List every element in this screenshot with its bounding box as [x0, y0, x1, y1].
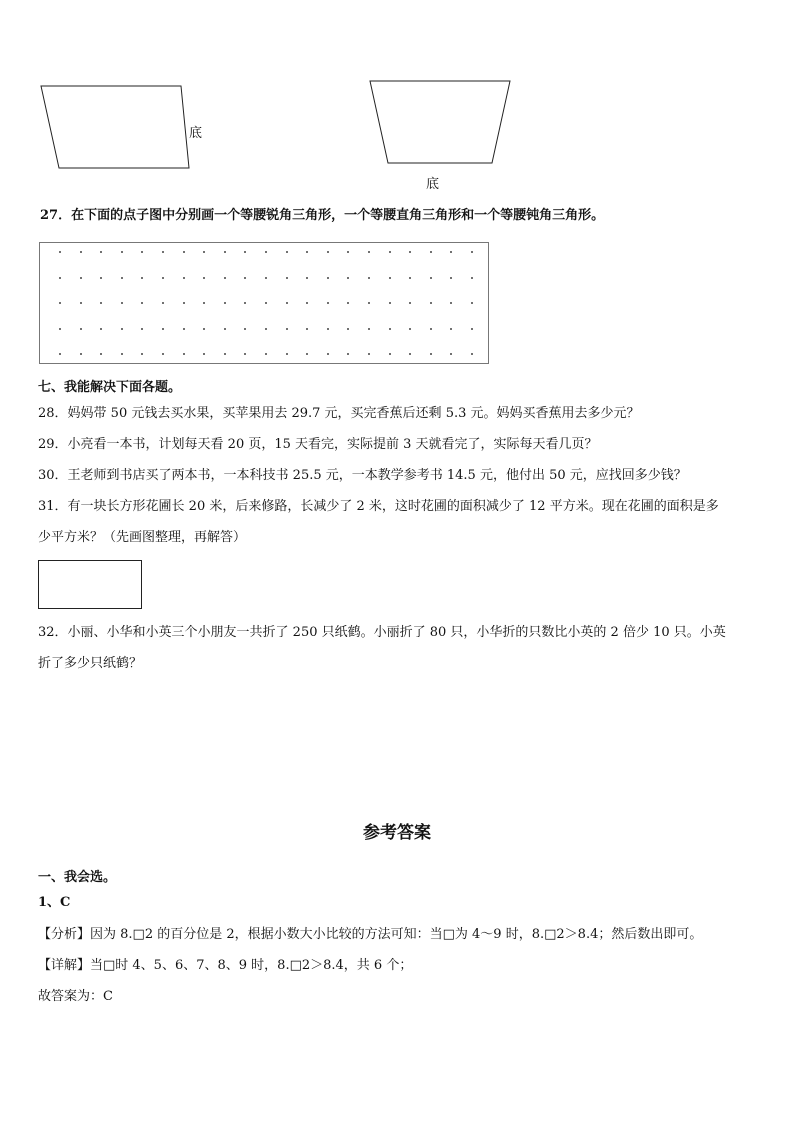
grid-dot [389, 328, 391, 330]
grid-dot [471, 251, 473, 253]
grid-dot [141, 302, 143, 304]
grid-dot [224, 328, 226, 330]
grid-dot [203, 302, 205, 304]
answers-section-1: 一、我会选。 [38, 870, 117, 885]
grid-dot [347, 328, 349, 330]
grid-dot [80, 302, 82, 304]
grid-dot [450, 353, 452, 355]
grid-dot [327, 277, 329, 279]
grid-dot [286, 328, 288, 330]
grid-dot [368, 277, 370, 279]
grid-dot [80, 277, 82, 279]
question-29: 29．小亮看一本书，计划每天看 20 页，15 天看完，实际提前 3 天就看完了，实际每天看几页？ [38, 437, 598, 452]
grid-dot [389, 277, 391, 279]
grid-dot [347, 302, 349, 304]
grid-dot [203, 353, 205, 355]
trapezoid-base-label: 底 [426, 177, 440, 192]
parallelogram-base-label: 底 [189, 126, 203, 141]
grid-dot [306, 251, 308, 253]
grid-dot [450, 251, 452, 253]
grid-dot [327, 353, 329, 355]
question-28: 28．妈妈带 50 元钱去买水果，买苹果用去 29.7 元，买完香蕉后还剩 5.3 元。妈妈买香蕉用去多少元？ [38, 406, 640, 421]
grid-dot [471, 277, 473, 279]
grid-dot [244, 251, 246, 253]
grid-dot [306, 353, 308, 355]
answers-title: 参考答案 [363, 823, 431, 843]
grid-dot [244, 277, 246, 279]
grid-dot [471, 328, 473, 330]
grid-dot [286, 302, 288, 304]
grid-dot [409, 302, 411, 304]
grid-dot [244, 353, 246, 355]
grid-dot [389, 353, 391, 355]
grid-dot [224, 251, 226, 253]
grid-dot [162, 328, 164, 330]
grid-dot [409, 328, 411, 330]
grid-dot [203, 251, 205, 253]
grid-dot [306, 302, 308, 304]
grid-dot [368, 328, 370, 330]
grid-dot [100, 353, 102, 355]
grid-dot [121, 302, 123, 304]
answer-conclusion: 故答案为：C [38, 989, 113, 1004]
grid-dot [183, 277, 185, 279]
grid-dot [286, 277, 288, 279]
grid-dot [409, 251, 411, 253]
grid-dot [141, 328, 143, 330]
grid-dot [265, 302, 267, 304]
grid-dot [224, 302, 226, 304]
grid-dot [409, 277, 411, 279]
grid-dot [162, 353, 164, 355]
grid-dot [430, 353, 432, 355]
grid-dot [306, 328, 308, 330]
dot-grid[interactable] [39, 242, 489, 364]
grid-dot [450, 328, 452, 330]
grid-dot [265, 251, 267, 253]
grid-dot [450, 277, 452, 279]
grid-dot [224, 277, 226, 279]
grid-dot [286, 251, 288, 253]
grid-dot [327, 302, 329, 304]
grid-dot [368, 353, 370, 355]
grid-dot [368, 302, 370, 304]
answer-analysis: 【分析】因为 8.□2 的百分位是 2，根据小数大小比较的方法可知：当□为 4～9 时，8.□2＞8.4；然后数出即可。 [38, 927, 703, 942]
grid-dot [141, 277, 143, 279]
grid-dot [100, 251, 102, 253]
grid-dot [430, 328, 432, 330]
grid-dot [121, 353, 123, 355]
grid-dot [80, 353, 82, 355]
grid-dot [121, 277, 123, 279]
grid-dot [121, 328, 123, 330]
grid-dot [327, 328, 329, 330]
grid-dot [471, 302, 473, 304]
grid-dot [162, 277, 164, 279]
grid-dot [409, 353, 411, 355]
grid-dot [59, 277, 61, 279]
grid-dot [183, 353, 185, 355]
grid-dot [59, 353, 61, 355]
grid-dot [224, 353, 226, 355]
grid-dot [430, 251, 432, 253]
question-32-line-2: 折了多少只纸鹤？ [38, 656, 143, 671]
grid-dot [80, 328, 82, 330]
drawing-box[interactable] [38, 560, 142, 609]
parallelogram-figure [36, 82, 196, 174]
grid-dot [80, 251, 82, 253]
grid-dot [244, 302, 246, 304]
grid-dot [347, 353, 349, 355]
grid-dot [347, 251, 349, 253]
grid-dot [203, 328, 205, 330]
grid-dot [162, 251, 164, 253]
grid-dot [347, 277, 349, 279]
grid-dot [265, 277, 267, 279]
grid-dot [471, 353, 473, 355]
grid-dot [430, 302, 432, 304]
grid-dot [100, 302, 102, 304]
grid-dot [265, 353, 267, 355]
grid-dot [100, 277, 102, 279]
grid-dot [389, 251, 391, 253]
grid-dot [59, 302, 61, 304]
answer-detail: 【详解】当□时 4、5、6、7、8、9 时，8.□2＞8.4，共 6 个； [38, 958, 413, 973]
grid-dot [183, 251, 185, 253]
grid-dot [162, 302, 164, 304]
grid-dot [389, 302, 391, 304]
question-30: 30．王老师到书店买了两本书，一本科技书 25.5 元，一本教学参考书 14.5 元，他付出 50 元，应找回多少钱？ [38, 468, 687, 483]
grid-dot [141, 353, 143, 355]
grid-dot [450, 302, 452, 304]
question-31-line-2: 少平方米？（先画图整理，再解答） [38, 530, 247, 545]
grid-dot [430, 277, 432, 279]
trapezoid-figure [366, 78, 516, 168]
grid-dot [183, 328, 185, 330]
grid-dot [368, 251, 370, 253]
grid-dot [265, 328, 267, 330]
question-32-line-1: 32．小丽、小华和小英三个小朋友一共折了 250 只纸鹤。小丽折了 80 只，小华折的只数比小英的 2 倍少 10 只。小英 [38, 625, 726, 640]
grid-dot [183, 302, 185, 304]
grid-dot [203, 277, 205, 279]
grid-dot [306, 277, 308, 279]
section-7-title: 七、我能解决下面各题。 [38, 380, 182, 395]
grid-dot [59, 328, 61, 330]
grid-dot [121, 251, 123, 253]
grid-dot [244, 328, 246, 330]
grid-dot [141, 251, 143, 253]
question-31-line-1: 31．有一块长方形花圃长 20 米，后来修路，长减少了 2 米，这时花圃的面积减少了 12 平方米。现在花圃的面积是多 [38, 499, 719, 514]
question-27: 27．在下面的点子图中分别画一个等腰锐角三角形，一个等腰直角三角形和一个等腰钝角三角形。 [40, 208, 605, 223]
answer-1: 1、C [38, 895, 71, 910]
grid-dot [286, 353, 288, 355]
grid-dot [100, 328, 102, 330]
grid-dot [327, 251, 329, 253]
grid-dot [59, 251, 61, 253]
